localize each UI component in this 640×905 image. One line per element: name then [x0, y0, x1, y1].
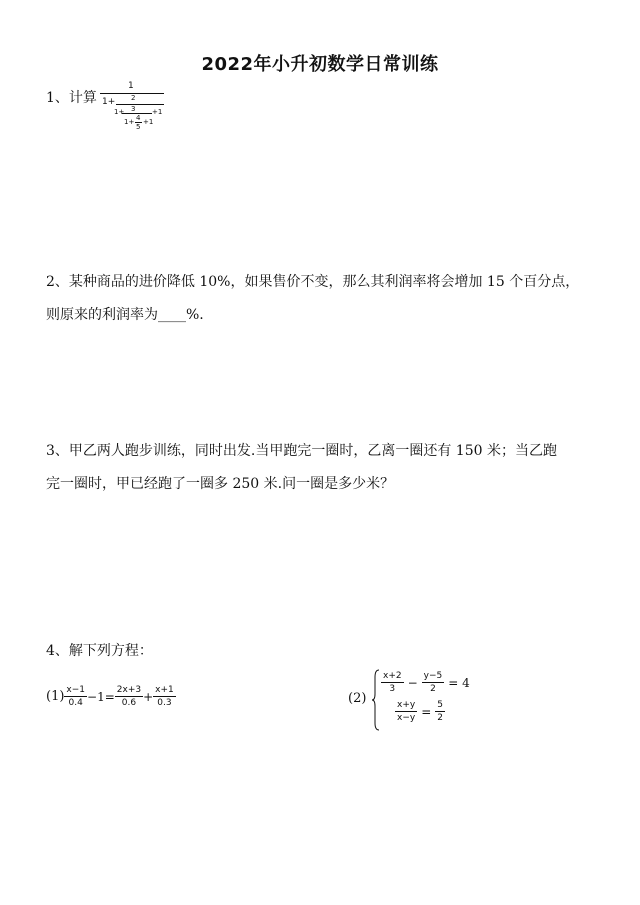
row-2-equals: = [421, 704, 432, 719]
question-4-label: 4、解下列方程： [46, 643, 153, 659]
system-brace-icon [372, 669, 380, 731]
equation-2-tag: (2) [348, 691, 367, 706]
row-1-rhs: = 4 [448, 675, 470, 690]
fraction-c-denominator: 0.3 [157, 698, 172, 708]
question-4 [46, 635, 153, 668]
question-2-line-1: 2、某种商品的进价降低 10%，如果售价不变，那么其利润率将会增加 15 个百分点， [46, 274, 580, 290]
fraction-a [64, 685, 87, 708]
row-2-fraction-b-numerator: 5 [437, 700, 443, 710]
equation-1 [46, 685, 176, 708]
question-3-line-1: 3、甲乙两人跑步训练，同时出发.当甲跑完一圈时，乙离一圈还有 150 米；当乙跑 [46, 443, 557, 459]
question-3-line-2: 完一圈时，甲已经跑了一圈多 250 米.问一圈是多少米？ [46, 476, 395, 492]
equation-2-row-2 [395, 700, 445, 723]
row-2-fraction-b-denominator: 2 [437, 713, 443, 723]
page-title: 2022年小升初数学日常训练 [201, 54, 439, 75]
fraction-b-numerator: 2x+3 [116, 685, 142, 695]
row-1-fraction-b [422, 671, 445, 694]
question-2 [46, 266, 602, 332]
row-1-fraction-b-numerator: y−5 [423, 671, 443, 681]
fraction-b-denominator: 0.6 [121, 698, 137, 708]
fraction-c [153, 685, 176, 708]
equation-1-tag: (1) [46, 689, 65, 704]
cf-one-plus-1: 1+ [102, 97, 116, 107]
row-1-fraction-b-denominator: 2 [430, 684, 436, 694]
question-1-label: 1、计算 [46, 90, 97, 106]
question-2-line-2: 则原来的利润率为____%. [46, 307, 204, 323]
equation-1-plus: + [143, 689, 154, 704]
cf-numerator: 1 [128, 81, 134, 91]
cf-denominator-5: 5 [136, 123, 141, 131]
row-2-fraction-a-denominator: x−y [397, 713, 416, 723]
row-2-fraction-a [395, 700, 417, 723]
cf-one-plus-2: 1+ [114, 108, 125, 116]
row-1-operator: − [407, 675, 418, 690]
cf-plus-one-a: +1 [152, 108, 163, 116]
fraction-b [115, 685, 143, 708]
row-1-fraction-a-numerator: x+2 [383, 671, 402, 681]
row-2-fraction-b [435, 700, 445, 723]
cf-numerator-3: 3 [131, 105, 136, 113]
row-1-fraction-a-denominator: 3 [389, 684, 396, 694]
fraction-a-numerator: x−1 [66, 685, 86, 695]
continued-fraction [100, 80, 166, 136]
cf-numerator-2: 2 [131, 94, 136, 102]
cf-plus-one-b: +1 [143, 118, 154, 126]
question-3 [46, 435, 602, 501]
equation-2-row-1 [381, 671, 470, 694]
question-1 [46, 82, 97, 115]
cf-one-plus-3: 1+ [124, 118, 135, 126]
row-2-fraction-a-numerator: x+y [397, 700, 416, 710]
fraction-a-denominator: 0.4 [68, 698, 83, 708]
cf-numerator-4: 4 [136, 114, 141, 122]
equation-1-middle: −1= [87, 689, 115, 704]
fraction-c-numerator: x+1 [155, 685, 174, 695]
row-1-fraction-a [381, 671, 404, 694]
